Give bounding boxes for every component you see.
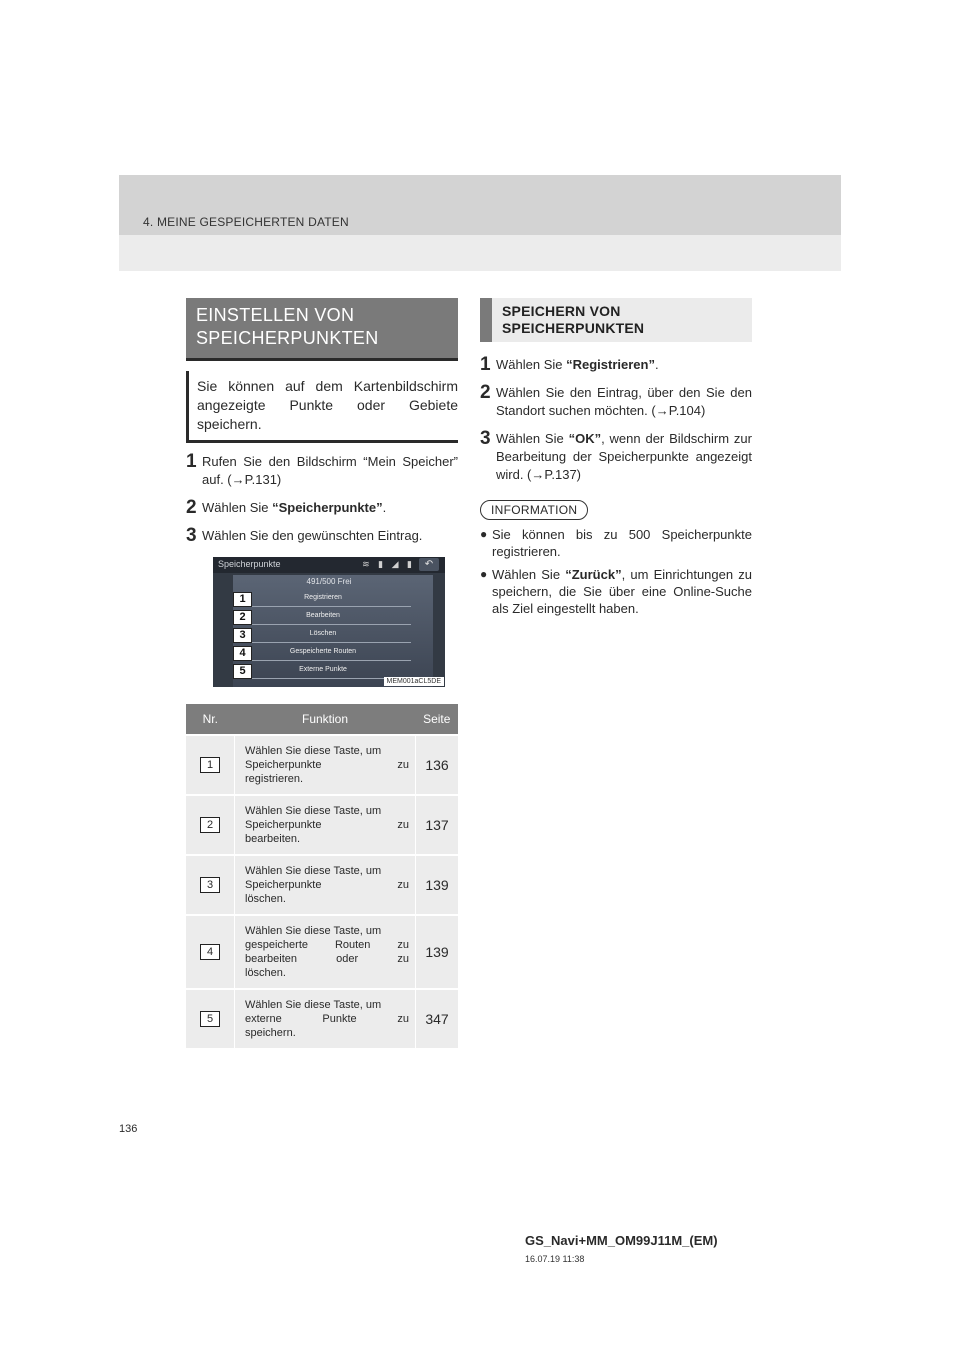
- step-text: [494, 430, 752, 484]
- function-line: [245, 998, 409, 1012]
- right-column: [480, 298, 752, 617]
- number-box: 1: [200, 757, 220, 773]
- step-text: [494, 356, 752, 374]
- info-bullet-2: [480, 566, 752, 617]
- header-nr: Nr.: [186, 704, 235, 735]
- cell-function: [235, 989, 416, 1048]
- function-word: bearbeiten: [245, 953, 297, 965]
- cell-nr: [186, 915, 235, 989]
- function-word: zu: [397, 759, 409, 771]
- function-line: [245, 804, 409, 818]
- function-line: [245, 818, 409, 832]
- function-word: Wählen Sie diese Taste, um: [245, 865, 382, 877]
- function-word: Punkte: [322, 1013, 357, 1025]
- step-number: 2: [186, 497, 197, 518]
- function-line: [245, 966, 409, 980]
- bullet-text: Sie können bis zu 500 Speicherpunkte registrieren.: [492, 527, 752, 559]
- function-word: bearbeiten.: [245, 833, 301, 845]
- function-word: Speicherpunkte: [245, 819, 322, 831]
- document-code: GS_Navi+MM_OM99J11M_(EM): [525, 1233, 718, 1248]
- table-header-row: [186, 704, 458, 735]
- function-word: löschen.: [245, 893, 286, 905]
- function-word: Wählen Sie diese Taste, um: [245, 745, 382, 757]
- function-line: [245, 878, 409, 892]
- number-box: 5: [200, 1011, 220, 1027]
- function-word: Speicherpunkte: [245, 759, 322, 771]
- function-word: zu: [397, 953, 409, 965]
- screen-title: Speicherpunkte: [218, 559, 281, 569]
- table-row: [186, 989, 458, 1048]
- bullet-text: [492, 566, 752, 617]
- cell-page: 137: [416, 795, 459, 855]
- right-step-2: [480, 384, 752, 420]
- cell-page: 139: [416, 855, 459, 915]
- screen-button-loeschen[interactable]: [235, 629, 411, 643]
- bullet-icon: ●: [480, 527, 488, 541]
- screen-callout-3: 3: [233, 628, 252, 643]
- function-word: Wählen Sie diese Taste, um: [245, 925, 382, 937]
- cell-page: 347: [416, 989, 459, 1048]
- step-text: Wählen Sie den gewünschten Eintrag.: [202, 528, 423, 543]
- function-word: löschen.: [245, 967, 286, 979]
- function-word: speichern.: [245, 1027, 296, 1039]
- function-word: Routen: [334, 939, 371, 951]
- function-line: [245, 772, 409, 786]
- table-body: [186, 735, 458, 1048]
- screen-button-bearbeiten[interactable]: [235, 611, 411, 625]
- back-arrow-icon[interactable]: ↶: [419, 558, 439, 571]
- step-text-pre: Wählen Sie: [496, 431, 569, 446]
- info-bullet-1: [480, 526, 752, 560]
- screen-button-label: Löschen: [309, 630, 337, 637]
- function-word: gespeicherte: [245, 939, 308, 951]
- function-line: [245, 864, 409, 878]
- screen-callout-5: 5: [233, 664, 252, 679]
- cell-function: [235, 735, 416, 795]
- function-line: [245, 1012, 409, 1026]
- cell-function: [235, 915, 416, 989]
- screen-callout-4: 4: [233, 646, 252, 661]
- screen-callout-1: 1: [233, 592, 252, 607]
- step-text-bold: “Speicherpunkte”: [272, 500, 383, 515]
- step-number: 2: [480, 382, 491, 403]
- function-line: [245, 1026, 409, 1040]
- header-function: Funktion: [235, 704, 416, 735]
- bullet-text-post: , um Einrichtungen zu speichern, die Sie über eine Online-Suche als Ziel eingestellt haben.: [492, 567, 753, 616]
- left-section-title: EINSTELLEN VON SPEICHERPUNKTEN: [186, 298, 458, 361]
- screen-button-label: Externe Punkte: [299, 666, 347, 673]
- number-box: 2: [200, 817, 220, 833]
- left-column: [186, 298, 458, 1048]
- left-step-3: [186, 527, 458, 545]
- table-row: [186, 795, 458, 855]
- step-text-post: , wenn der Bildschirm zur Bearbeitung der Speicherpunkte angezeigt wird. (→P.137): [496, 431, 752, 482]
- step-text-post: .: [382, 500, 387, 515]
- table-row: [186, 915, 458, 989]
- cell-nr: [186, 735, 235, 795]
- step-text-bold: “OK”: [568, 431, 602, 446]
- cell-function: [235, 855, 416, 915]
- cell-page: 139: [416, 915, 459, 989]
- function-word: zu: [397, 819, 409, 831]
- header-band: [119, 175, 841, 271]
- cell-nr: [186, 989, 235, 1048]
- screen-button-label: Registrieren: [304, 594, 342, 601]
- right-section-title: SPEICHERN VON SPEICHERPUNKTEN: [480, 298, 752, 342]
- function-line: [245, 832, 409, 846]
- function-line: [245, 758, 409, 772]
- function-word: registrieren.: [245, 773, 304, 785]
- number-box: 4: [200, 944, 220, 960]
- header-page: Seite: [416, 704, 459, 735]
- step-number: 3: [186, 525, 197, 546]
- step-text-post: .: [654, 357, 659, 372]
- bullet-text-pre: Wählen Sie: [492, 567, 566, 582]
- function-word: zu: [397, 879, 409, 891]
- cell-page: 136: [416, 735, 459, 795]
- screen-button-registrieren[interactable]: [235, 593, 411, 607]
- speicherpunkte-screenshot: [213, 557, 445, 687]
- step-text-pre: Wählen Sie: [496, 357, 567, 372]
- table-row: [186, 735, 458, 795]
- step-text: [200, 499, 458, 517]
- function-table: [186, 704, 458, 1048]
- function-line: [245, 938, 409, 952]
- step-text: Rufen Sie den Bildschirm “Mein Speicher” auf. (→P.131): [202, 454, 458, 487]
- function-line: [245, 924, 409, 938]
- screen-status-icons: ≋ ▮ ◢ ▮: [362, 559, 415, 569]
- screen-callout-2: 2: [233, 610, 252, 625]
- right-step-1: [480, 356, 752, 374]
- function-word: Speicherpunkte: [245, 879, 322, 891]
- step-text: Wählen Sie den Eintrag, über den Sie den Standort suchen möchten. (→P.104): [496, 385, 752, 418]
- information-label: INFORMATION: [480, 500, 588, 520]
- screen-button-gespeicherte-routen[interactable]: [235, 647, 411, 661]
- function-line: [245, 744, 409, 758]
- screenshot-code: MEM001aCL5DE: [384, 677, 444, 686]
- cell-nr: [186, 795, 235, 855]
- section-label: 4. MEINE GESPEICHERTEN DATEN: [143, 215, 349, 229]
- step-text-pre: Wählen Sie: [202, 500, 273, 515]
- cell-function: [235, 795, 416, 855]
- function-word: zu: [397, 939, 409, 951]
- page-number: 136: [119, 1123, 138, 1135]
- function-line: [245, 952, 409, 966]
- cell-nr: [186, 855, 235, 915]
- document-timestamp: 16.07.19 11:38: [525, 1254, 585, 1264]
- function-word: zu: [397, 1013, 409, 1025]
- left-step-2: [186, 499, 458, 517]
- function-word: Wählen Sie diese Taste, um: [245, 999, 382, 1011]
- function-line: [245, 892, 409, 906]
- left-step-1: [186, 453, 458, 489]
- bullet-text-bold: “Zurück”: [565, 567, 622, 582]
- screen-button-label: Bearbeiten: [306, 612, 340, 619]
- bullet-icon: ●: [480, 567, 488, 581]
- screen-capacity: 491/500 Frei: [306, 577, 352, 586]
- step-number: 1: [480, 354, 491, 375]
- right-step-3: [480, 430, 752, 484]
- function-word: oder: [336, 953, 359, 965]
- screen-button-label: Gespeicherte Routen: [289, 648, 357, 655]
- number-box: 3: [200, 877, 220, 893]
- step-number: 3: [480, 428, 491, 449]
- function-word: externe: [245, 1013, 282, 1025]
- table-row: [186, 855, 458, 915]
- step-text-bold: “Registrieren”: [566, 357, 655, 372]
- function-word: Wählen Sie diese Taste, um: [245, 805, 382, 817]
- step-number: 1: [186, 451, 197, 472]
- left-intro: Sie können auf dem Kartenbildschirm angezeigte Punkte oder Gebiete speichern.: [186, 371, 458, 443]
